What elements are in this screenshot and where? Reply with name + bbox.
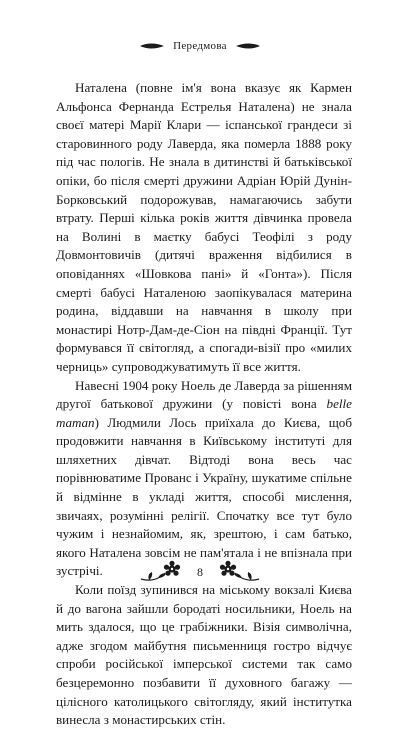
flower-ornament-icon bbox=[139, 559, 185, 585]
page-number: 8 bbox=[197, 564, 203, 579]
body-text bbox=[56, 79, 352, 730]
running-header bbox=[0, 40, 400, 52]
page-footer bbox=[0, 559, 400, 585]
running-header-title: Передмова bbox=[173, 40, 227, 52]
paragraph-text: Наталена (повне ім'я вона вказує як Кармен Альфонса Фернанда Естрелья Наталена) не знала своєї матері Марії Клари — іспанської грандеси зі старовинного роду Лаверда, яка померла 1888 року під час пологів. Не знала в дитинстві й батьківської опіки, бо після смерті дружини Адріан Юрій Дунін-Борковський подорожував, намагаючись забути втрату. Перші кілька років життя дівчинка провела на Волині в маєтку бабусі Теофілі з роду Довмонтовичів (дитячі враження відбилися в оповіданнях «Шовкова пані» й «Гонта»). Після смерті бабусі Наталеною заопікувалася материна родина, віддавши на навчання в школу при монастирі Нотр-Дам-де-Сіон на півдні Франції. Тут формувався її світогляд, а спогади-візії про «милих черниць» супроводжуватимуть її все життя. bbox=[56, 80, 352, 374]
leaf-ornament-icon bbox=[235, 42, 261, 50]
paragraph bbox=[56, 581, 352, 730]
paragraph-text: Навесні 1904 року Ноель де Лаверда за рішенням другої батькової дружини (у повісті вона bbox=[56, 377, 352, 412]
flower-ornament-icon bbox=[215, 559, 261, 585]
paragraph bbox=[56, 79, 352, 377]
italic-phrase: belle maman bbox=[56, 396, 352, 430]
leaf-ornament-icon bbox=[139, 42, 165, 50]
paragraph-text: ) Людмили Лось приїхала до Києва, щоб продовжити навчання в Київському інституті для шляхетних дівчат. Відтоді вона весь час порівнюватиме Прованс і Україну, шукатиме спільне й відмінне в укладі життя, способі мислення, звичаях, розумінні релігії. Спочатку все тут було чужим і незнайомим, як, зрештою, і сам батько, якого Наталена зовсім не пам'ятала і не впізнала при зустрічі. bbox=[56, 414, 352, 579]
paragraph-text: Коли поїзд зупинився на міському вокзалі Києва й до вагона зайшли бородаті носильники, Ноель на мить здалося, що це грабіжники. Візія символічна, адже згодом майбутня письменниця гостро відчує спроби російської імперської системи так само безцеремонно позбавити її духовного багажу — цілісного католицького світогляду, який інститутка винесла з монастирських стін. bbox=[56, 582, 352, 728]
paragraph bbox=[56, 377, 352, 582]
